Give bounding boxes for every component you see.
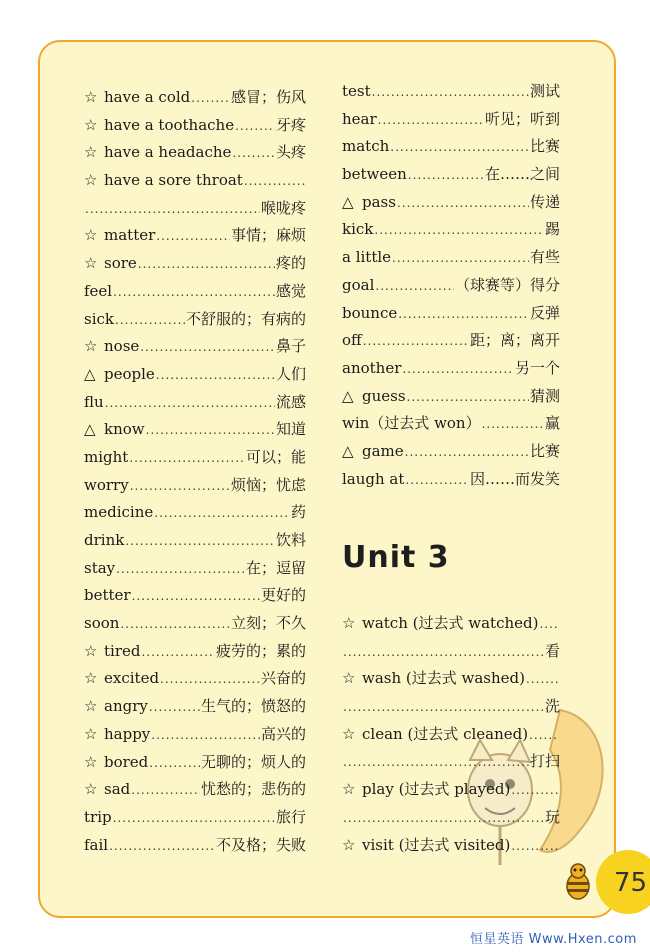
vocab-entry [342,748,560,776]
english-word: a little [342,248,392,267]
vocab-entry [84,693,306,721]
dotted-leader [160,666,260,694]
chinese-meaning: 疲劳的；累的 [215,641,306,660]
vocab-entry [84,112,306,140]
chinese-meaning: 洗 [544,697,560,716]
star-marker-icon: ☆ [84,641,98,660]
vocab-entry [84,555,306,583]
vocab-entry [342,355,560,383]
english-word: game [362,441,404,460]
dotted-leader [539,611,559,639]
vocab-entry [84,499,306,527]
chinese-meaning: 距；离；离开 [469,331,560,350]
dotted-leader [154,500,290,528]
chinese-meaning: 猜测 [529,386,560,405]
unit-3-vocabulary-list [342,610,560,859]
english-word: have a headache [104,143,232,162]
page-number: 75 [614,868,648,898]
vocab-entry [84,527,306,555]
english-word: better [84,586,131,605]
vocab-entry [84,278,306,306]
chinese-meaning: 烦恼；忧虑 [230,475,306,494]
dotted-leader [343,805,544,833]
triangle-marker-icon: △ [84,420,96,439]
english-word: sore [104,254,137,273]
vocab-entry [342,832,560,860]
chinese-meaning: 流感 [275,392,306,411]
star-marker-icon: ☆ [84,143,98,162]
vocab-entry [84,250,306,278]
english-word: goal [342,275,375,294]
triangle-marker-icon: △ [342,192,354,211]
english-word: visit (过去式 visited) [362,835,511,854]
vocab-entry [342,776,560,804]
dotted-leader [398,301,529,329]
english-word: another [342,358,402,377]
star-marker-icon: ☆ [84,226,98,245]
english-word: clean (过去式 cleaned) [362,724,529,743]
dotted-leader [405,467,469,495]
chinese-meaning: 另一个 [514,358,560,377]
chinese-meaning: 无聊的；烦人的 [200,752,306,771]
dotted-leader [132,583,260,611]
vocab-entry [342,78,560,106]
dotted-leader [115,307,185,335]
dotted-leader [390,134,529,162]
english-word: happy [104,724,151,743]
chinese-meaning: 传递 [529,192,560,211]
english-word: have a cold [104,88,191,106]
english-word: bored [104,752,149,771]
chinese-meaning: 饮料 [275,531,306,549]
dotted-leader [109,833,215,861]
dotted-leader [343,639,544,667]
vocab-entry [342,665,560,693]
star-marker-icon: ☆ [84,780,98,799]
chinese-meaning: 疼的 [275,254,306,273]
dotted-leader [146,417,275,445]
dotted-leader [116,556,245,584]
left-vocabulary-column [84,84,306,859]
vocab-entry [342,410,560,438]
star-marker-icon: ☆ [342,614,356,632]
english-word: bounce [342,303,398,322]
dotted-leader [149,750,200,778]
vocab-entry [84,416,306,444]
chinese-meaning: 忧愁的；悲伤的 [200,780,306,799]
vocab-entry [342,216,560,244]
dotted-leader [232,140,275,168]
star-marker-icon: ☆ [342,835,356,854]
vocab-entry [342,106,560,134]
star-marker-icon: ☆ [84,724,98,743]
vocab-entry [84,139,306,167]
english-word: worry [84,475,129,494]
dotted-leader [125,528,275,556]
chinese-meaning: 不舒服的；有病的 [185,309,306,328]
vocab-entry [84,167,306,195]
star-marker-icon: ☆ [342,669,356,688]
vocab-entry [84,195,306,223]
dotted-leader [405,439,529,467]
english-word: test [342,82,371,100]
english-word: sad [104,780,131,799]
chinese-meaning: 事情；麻烦 [230,226,306,245]
dotted-leader [408,162,484,190]
chinese-meaning: 人们 [275,364,306,383]
vocab-entry [84,306,306,334]
vocab-entry [342,272,560,300]
english-word: excited [104,669,160,688]
chinese-meaning: 喉咙疼 [260,198,306,217]
vocab-entry [84,582,306,610]
dotted-leader [402,356,514,384]
english-word: matter [104,226,156,245]
dotted-leader [235,113,275,141]
star-marker-icon: ☆ [84,254,98,273]
dotted-leader [120,611,230,639]
dotted-leader [191,85,230,113]
chinese-meaning: 在；逗留 [245,558,306,577]
vocab-entry [84,361,306,389]
dotted-leader [363,328,469,356]
star-marker-icon: ☆ [342,724,356,743]
chinese-meaning: 因……而发笑 [469,469,560,488]
chinese-meaning: 反弹 [529,303,560,322]
chinese-meaning: 高兴的 [260,724,306,743]
chinese-meaning: 头疼 [275,143,306,162]
vocab-entry [84,776,306,804]
vocab-entry [342,383,560,411]
chinese-meaning: 看 [544,641,560,660]
star-marker-icon: ☆ [84,752,98,771]
chinese-meaning: 药 [290,503,306,522]
star-marker-icon: ☆ [342,780,356,799]
star-marker-icon: ☆ [84,88,98,106]
dotted-leader [131,777,200,805]
chinese-meaning: 不及格；失败 [215,835,306,854]
english-word: drink [84,531,125,549]
right-vocabulary-column [342,78,560,493]
vocab-entry [342,693,560,721]
english-word: sick [84,309,114,328]
vocab-entry [84,665,306,693]
vocab-entry [84,472,306,500]
vocab-entry [84,222,306,250]
english-word: have a toothache [104,115,235,134]
chinese-meaning: 知道 [275,420,306,439]
chinese-meaning: 可以；能 [245,447,306,466]
english-word: feel [84,281,113,300]
dotted-leader [343,749,529,777]
star-marker-icon: ☆ [84,115,98,134]
vocab-entry [84,638,306,666]
vocab-entry [342,721,560,749]
english-word: tired [104,641,141,660]
chinese-meaning: 在……之间 [484,165,560,184]
dotted-leader [141,639,215,667]
english-word: soon [84,614,120,633]
english-word: watch (过去式 watched) [362,614,539,632]
english-word: angry [104,697,148,716]
dotted-leader [511,833,559,861]
chinese-meaning: （球赛等）得分 [454,275,560,294]
english-word: play (过去式 played) [362,780,511,799]
dotted-leader [138,251,275,279]
dotted-leader [130,473,230,501]
vocab-entry [84,804,306,832]
english-word: stay [84,558,116,577]
chinese-meaning: 更好的 [260,586,306,605]
english-word: pass [362,192,396,211]
vocab-entry [342,466,560,494]
triangle-marker-icon: △ [342,441,354,460]
english-word: between [342,165,407,184]
vocab-entry [84,749,306,777]
dotted-leader [85,196,260,224]
vocab-entry [84,389,306,417]
site-watermark: 恒星英语 Www.Hxen.com [470,932,637,947]
chinese-meaning: 兴奋的 [260,669,306,688]
chinese-meaning: 玩 [544,807,560,826]
vocab-entry [342,244,560,272]
english-word: people [104,364,155,383]
chinese-meaning: 牙疼 [275,115,306,134]
chinese-meaning: 听见；听到 [484,109,560,128]
dotted-leader [129,445,245,473]
dotted-leader [244,168,305,196]
star-marker-icon: ☆ [84,337,98,356]
vocab-entry [84,721,306,749]
vocab-entry [342,327,560,355]
chinese-meaning: 测试 [529,82,560,100]
chinese-meaning: 比赛 [529,441,560,460]
dotted-leader [156,223,230,251]
chinese-meaning: 感觉 [275,281,306,300]
english-word: nose [104,337,140,356]
dotted-leader [529,722,559,750]
vocab-entry [84,832,306,860]
english-word: hear [342,109,377,128]
dotted-leader [482,411,544,439]
english-word: win（过去式 won） [342,414,481,433]
dotted-leader [375,273,454,301]
vocab-entry [84,333,306,361]
chinese-meaning: 赢 [544,414,560,433]
vocab-entry [342,161,560,189]
triangle-marker-icon: △ [342,386,354,405]
vocab-entry [342,638,560,666]
english-word: trip [84,807,112,826]
dotted-leader [113,279,275,307]
english-word: match [342,137,390,156]
dotted-leader [378,107,484,135]
dotted-leader [149,694,200,722]
english-word: medicine [84,503,154,522]
english-word: wash (过去式 washed) [362,669,526,688]
vocab-entry [342,610,560,638]
vocab-entry [342,300,560,328]
chinese-meaning: 打扫 [529,752,560,771]
english-word: fail [84,835,109,854]
english-word: guess [362,386,406,405]
star-marker-icon: ☆ [84,669,98,688]
chinese-meaning: 鼻子 [275,337,306,356]
vocab-entry [342,438,560,466]
dotted-leader [372,79,529,107]
chinese-meaning: 感冒；伤风 [230,88,306,106]
vocab-entry [84,444,306,472]
english-word: might [84,447,129,466]
english-word: know [104,420,145,439]
triangle-marker-icon: △ [84,364,96,383]
vocab-entry [84,610,306,638]
english-word: laugh at [342,469,405,488]
chinese-meaning: 踢 [544,220,560,239]
vocab-entry [342,804,560,832]
dotted-leader [343,694,544,722]
dotted-leader [113,805,275,833]
vocab-entry [84,84,306,112]
star-marker-icon: ☆ [84,697,98,716]
vocab-entry [342,133,560,161]
english-word: off [342,331,362,350]
bee-mascot-icon [560,862,596,902]
star-marker-icon: ☆ [84,171,98,190]
dotted-leader [526,666,559,694]
chinese-meaning: 有些 [529,248,560,267]
english-word: have a sore throat [104,171,243,190]
dotted-leader [105,390,275,418]
dotted-leader [156,362,275,390]
dotted-leader [140,334,275,362]
dotted-leader [397,190,529,218]
english-word: kick [342,220,374,239]
dotted-leader [374,217,544,245]
dotted-leader [407,384,529,412]
dotted-leader [392,245,529,273]
chinese-meaning: 生气的；愤怒的 [200,697,306,716]
chinese-meaning: 立刻；不久 [230,614,306,633]
dotted-leader [511,777,559,805]
unit-3-heading: Unit 3 [342,540,450,575]
dotted-leader [151,722,260,750]
chinese-meaning: 旅行 [275,807,306,826]
english-word: flu [84,392,104,411]
chinese-meaning: 比赛 [529,137,560,156]
vocab-entry [342,189,560,217]
